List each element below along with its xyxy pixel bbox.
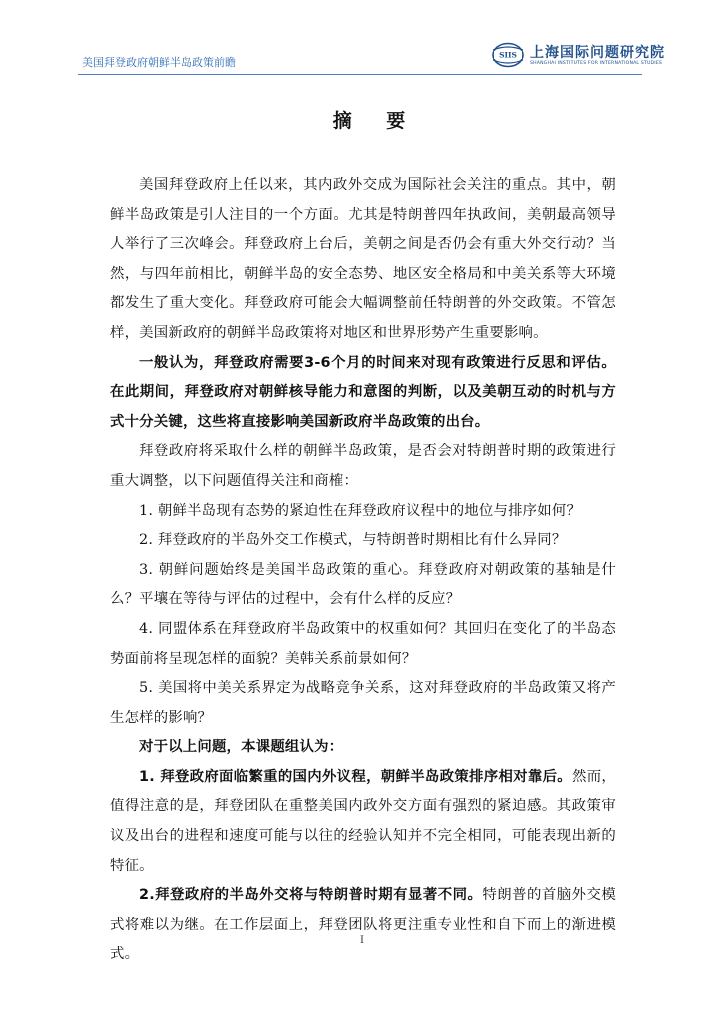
question-2: 2. 拜登政府的半岛外交工作模式，与特朗普时期相比有什么异同？ [139,532,567,549]
question-4: 4. 同盟体系在拜登政府半岛政策中的权重如何？其回归在变化了的半岛态势面前将呈现怎样的面貌？美韩关系前景如何？ [110,620,616,667]
conclusion-2 [110,881,616,970]
logo-badge-text: SIIS [499,50,517,60]
conclusion-1-text: 然而，值得注意的是，拜登团队在重整美国内政外交方面有强烈的紧迫感。其政策审议及出台的进程和速度可能与以往的经验认知并不完全相同，可能表现出新的特征。 [110,768,616,874]
question-5: 5. 美国将中美关系界定为战略竞争关系，这对拜登政府的半岛政策又将产生怎样的影响？ [110,680,616,726]
question-1: 1. 朝鲜半岛现有态势的紧迫性在拜登政府议程中的地位与排序如何？ [139,502,582,519]
conclusion-2-heading: 2.拜登政府的半岛外交将与特朗普时期有显著不同。 [139,887,483,904]
paragraph-intro: 美国拜登政府上任以来，其内政外交成为国际社会关注的重点。其中，朝鲜半岛政策是引人注目的一个方面。尤其是特朗普四年执政间，美朝最高领导人举行了三次峰会。拜登政府上台后，美朝之间是否仍会有重大外交行动？当然，与四年前相比，朝鲜半岛的安全态势、地区安全格局和中美关系等大环境都发生了重大变化。拜登政府可能会大幅调整前任特朗普的外交政策。不管怎样，美国新政府的朝鲜半岛政策将对地区和世界形势产生重要影响。 [110,177,616,341]
paragraph-questions-intro: 拜登政府将采取什么样的朝鲜半岛政策，是否会对特朗普时期的政策进行重大调整，以下问题值得关注和商榷： [110,443,616,489]
conclusion-2-text: 特朗普的首脑外交模式将难以为继。在工作层面上，拜登团队将更注重专业性和自下而上的渐进模式。 [110,887,616,963]
institute-logo [490,42,665,72]
logo-name-cn: 上海国际问题研究院 [530,45,665,61]
question-3: 3. 朝鲜问题始终是美国半岛政策的重心。拜登政府对朝政策的基轴是什么？平壤在等待与评估的过程中，会有什么样的反应？ [110,561,616,608]
conclusion-1 [110,763,616,881]
abstract-body [110,171,616,970]
page-number: I [360,935,364,946]
running-header-title: 美国拜登政府朝鲜半岛政策前瞻 [82,56,236,69]
header-rule [78,74,642,75]
conclusion-intro: 对于以上问题，本课题组认为： [139,739,344,756]
paragraph-assessment: 一般认为，拜登政府需要3-6个月的时间来对现有政策进行反思和评估。在此期间，拜登政府对朝鲜核导能力和意图的判断，以及美朝互动的时机与方式十分关键，这些将直接影响美国新政府半岛政策的出台。 [110,354,616,430]
page-title: 摘 要 [332,110,420,132]
logo-name-en: SHANGHAI INSTITUTES FOR INTERNATIONAL STUDIES [530,61,663,66]
globe-icon [490,42,526,68]
conclusion-1-heading: 1. 拜登政府面临繁重的国内外议程，朝鲜半岛政策排序相对靠后。 [139,768,572,785]
